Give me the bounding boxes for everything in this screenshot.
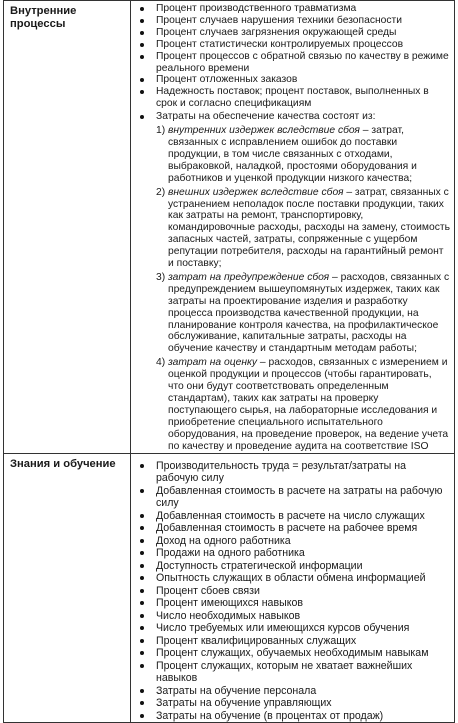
list-item: Процент служащих, обучаемых необходимым навыкам bbox=[137, 647, 450, 660]
sublist-item bbox=[156, 125, 450, 185]
bullet-list bbox=[137, 460, 450, 723]
list-item: Процент отложенных заказов bbox=[137, 74, 450, 86]
list-item: Добавленная стоимость в расчете на рабочее время bbox=[137, 522, 450, 535]
sublist-item bbox=[156, 187, 450, 270]
list-item: Затраты на обучение управляющих bbox=[137, 697, 450, 710]
list-item: Надежность поставок; процент поставок, выполненных в срок и согласно спецификациям bbox=[137, 86, 450, 110]
list-item-text: Затраты на обеспечение качества состоят из: bbox=[156, 111, 376, 123]
list-item: Процент сбоев связи bbox=[137, 585, 450, 598]
list-item: Процент процессов с обратной связью по качеству в режиме реального времени bbox=[137, 51, 450, 75]
sublist-number: 4) bbox=[156, 357, 166, 369]
cost-description: – расходов, связанных с измерением и оценкой продукции и процессов (чтобы гарантировать, что они будут соответствовать определенным стандартам), таких как затраты на проверку поступающего сырья, на лабораторные исследования и приобретение специального испытательного оборудования, на проведение проверок, на ведение учета по качеству и проведение аудита на соответствие ISO bbox=[168, 357, 449, 452]
list-item bbox=[137, 111, 450, 452]
cost-term: внешних издержек вследствие сбоя bbox=[168, 186, 344, 198]
cost-term: затрат на предупреждение сбоя bbox=[168, 271, 330, 283]
list-item: Процент квалифицированных служащих bbox=[137, 635, 450, 648]
list-item: Процент имеющихся навыков bbox=[137, 597, 450, 610]
sublist-item bbox=[156, 357, 450, 452]
cost-description: – расходов, связанных с предупреждением вышеупомянутых издержек, таких как затраты на проектирование изделия и разработку процесса производства качественной продукции, на планирование контроля качества, на профилактическое обслуживание, капитальные затраты, расходы на обучение качеству и стандартным методам работы; bbox=[168, 271, 450, 355]
cost-description: – затрат, связанных с исправлением ошибок до поставки продукции, в том числе связанных с отходами, выбраковкой, наладкой, простоями оборудования и работников и уценкой продукции низкого качества; bbox=[168, 125, 417, 184]
cost-description: – затрат, связанных с устранением неполадок после поставки продукции, таких как затраты на ремонт, транспортировку, командировочные расходы, расходы на замену, стоимость запасных частей, затраты, сопряженные с ущербом репутации потребителя, расходы на гарантийный ремонт и поставку; bbox=[168, 186, 450, 270]
list-item: Процент производственного травматизма bbox=[137, 3, 450, 15]
sublist-number: 3) bbox=[156, 271, 166, 283]
sublist-item bbox=[156, 272, 450, 355]
category-cell: Знания и обучение bbox=[4, 453, 131, 723]
list-item: Число необходимых навыков bbox=[137, 610, 450, 623]
cost-term: затрат на оценку bbox=[168, 357, 258, 369]
metrics-table bbox=[3, 0, 455, 723]
list-item: Доход на одного работника bbox=[137, 535, 450, 548]
sublist-number: 1) bbox=[156, 125, 166, 137]
table-row bbox=[4, 453, 455, 723]
list-item: Затраты на обучение персонала bbox=[137, 685, 450, 698]
list-item: Добавленная стоимость в расчете на затраты на рабочую силу bbox=[137, 485, 450, 510]
sublist-number: 2) bbox=[156, 186, 166, 198]
bullet-list bbox=[137, 3, 450, 453]
list-item: Опытность служащих в области обмена информацией bbox=[137, 572, 450, 585]
items-cell bbox=[131, 453, 455, 723]
cost-sublist bbox=[156, 125, 450, 452]
list-item: Затраты на обучение (в процентах от продаж) bbox=[137, 710, 450, 723]
category-cell: Внутренние процессы bbox=[4, 1, 131, 454]
list-item: Продажи на одного работника bbox=[137, 547, 450, 560]
list-item: Добавленная стоимость в расчете на число служащих bbox=[137, 510, 450, 523]
list-item: Процент случаев нарушения техники безопасности bbox=[137, 15, 450, 27]
cost-term: внутренних издержек вследствие сбоя bbox=[168, 125, 360, 137]
items-cell bbox=[131, 1, 455, 454]
table-row bbox=[4, 1, 455, 454]
list-item: Доступность стратегической информации bbox=[137, 560, 450, 573]
list-item: Производительность труда = результат/затраты на рабочую силу bbox=[137, 460, 450, 485]
list-item: Процент служащих, которым не хватает важнейших навыков bbox=[137, 660, 450, 685]
list-item: Число требуемых или имеющихся курсов обучения bbox=[137, 622, 450, 635]
list-item: Процент случаев загрязнения окружающей среды bbox=[137, 27, 450, 39]
list-item: Процент статистически контролируемых процессов bbox=[137, 39, 450, 51]
